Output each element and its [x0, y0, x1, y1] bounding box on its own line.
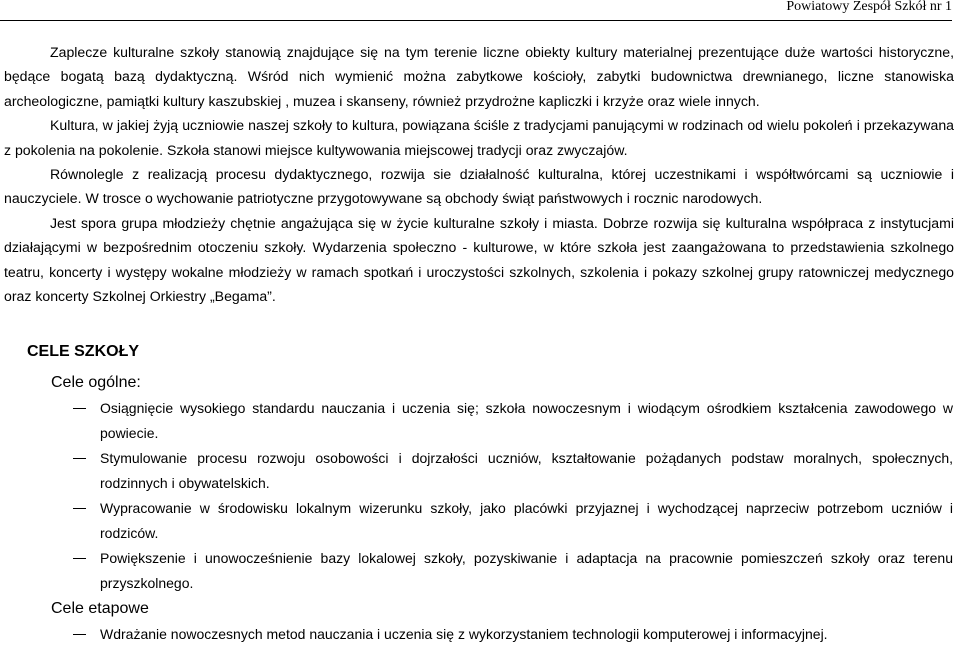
list-item — [0, 446, 953, 496]
list-item-text: Powiększenie i unowocześnienie bazy lokalowej szkoły, pozyskiwanie i adaptacja na pracownie pomieszczeń szkoły oraz terenu przyszkolnego. — [100, 550, 953, 591]
list-item-text: Osiągnięcie wysokiego standardu nauczania i uczenia się; szkoła nowoczesnym i wiodącym ośrodkiem kształcenia zawodowego w powiecie. — [100, 400, 953, 441]
intro-paragraph: Kultura, w jakiej żyją uczniowie naszej szkoły to kultura, powiązana ściśle z tradycjami panującymi w rodzinach od wielu pokoleń i przekazywana z pokolenia na pokolenie. Szkoła stanowi miejsce kultywowania miejscowej tradycji oraz zwyczajów. — [4, 117, 954, 158]
intro-paragraph: Zaplecze kulturalne szkoły stanowią znajdujące się na tym terenie liczne obiekty kultury materialnej prezentujące duże wartości historyczne, będące bogatą bazą dydaktyczną. Wśród nich wymienić można zabytkowe kościoły, zabytki budownictwa drewnianego, liczne stanowiska archeologiczne, pamiątki kultury kaszubskiej , muzea i skanseny, również przydrożne kapliczki i krzyże oraz wiele innych. — [4, 44, 954, 109]
list-item-text: Wdrażanie nowoczesnych metod nauczania i uczenia się z wykorzystaniem technologii komputerowej i informacyjnej. — [100, 626, 828, 642]
dash-bullet — [73, 408, 86, 409]
dash-bullet — [73, 458, 86, 459]
intro-paragraph: Równolegle z realizacją procesu dydaktycznego, rozwija sie działalność kulturalna, której uczestnikami i współtwórcami są uczniowie i nauczyciele. W trosce o wychowanie patriotyczne przygotowywane są obchody świąt państwowych i rocznic narodowych. — [4, 166, 954, 207]
general-goals-list — [0, 396, 960, 596]
stage-goals-list — [0, 622, 960, 647]
dash-bullet — [73, 508, 86, 509]
intro-paragraph: Jest spora grupa młodzieży chętnie angażująca się w życie kulturalne szkoły i miasta. Dobrze rozwija się kulturalna współpraca z instytucjami działającymi w bezpośrednim otoczeniu szkoły. Wydarzenia społeczno - kulturowe, w które szkoła jest zaangażowana to przedstawienia szkolnego teatru, koncerty i występy wokalne młodzieży w ramach spotkań i uroczystości szkolnych, szkolenia i pokazy szkolnej grupy ratowniczej medycznego oraz koncerty Szkolnej Orkiestry „Begama”. — [4, 214, 954, 305]
dash-bullet — [73, 558, 86, 559]
list-item-text: Stymulowanie procesu rozwoju osobowości i dojrzałości uczniów, kształtowanie pożądanych podstaw moralnych, społecznych, rodzinnych i obywatelskich. — [100, 450, 953, 491]
list-item-text: Wypracowanie w środowisku lokalnym wizerunku szkoły, jako placówki przyjaznej i wychodzącej naprzeciw potrzebom uczniów i rodziców. — [100, 500, 953, 541]
stage-goals-title: Cele etapowe — [51, 600, 149, 617]
intro-section — [4, 40, 954, 308]
list-item — [0, 396, 953, 446]
general-goals-title: Cele ogólne: — [51, 374, 141, 391]
list-item — [0, 622, 953, 647]
section-title: CELE SZKOŁY — [27, 343, 140, 360]
header-title: Powiatowy Zespół Szkół nr 1 — [786, 0, 952, 14]
dash-bullet — [73, 634, 86, 635]
page-header — [0, 0, 952, 21]
list-item — [0, 496, 953, 546]
list-item — [0, 546, 953, 596]
